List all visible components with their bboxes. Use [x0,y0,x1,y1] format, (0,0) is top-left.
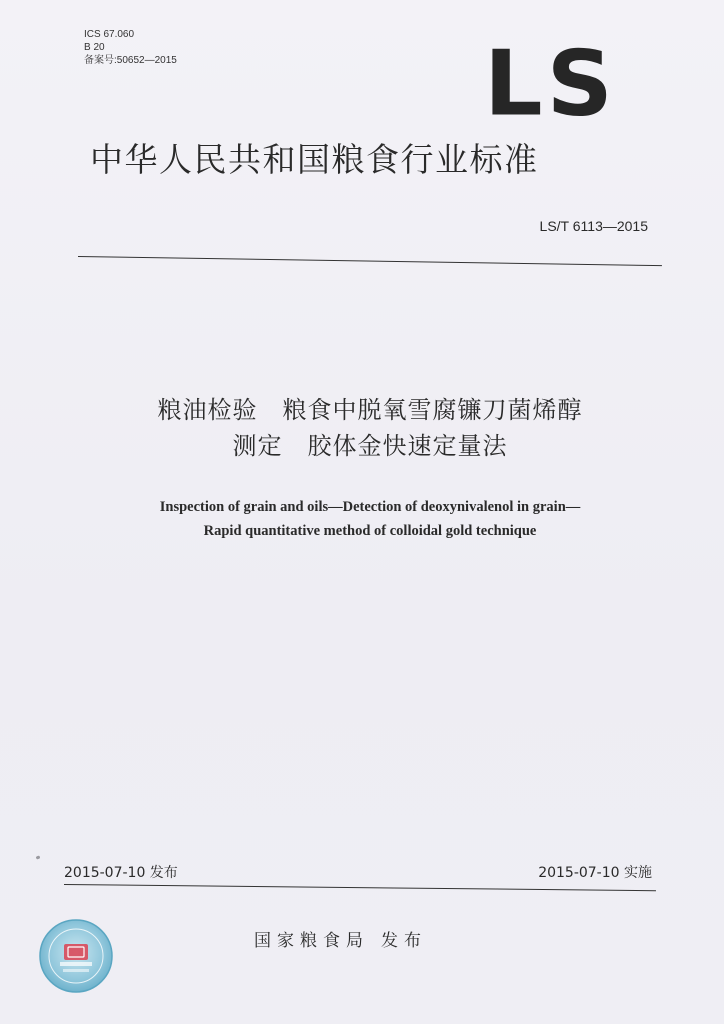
publisher-seal-icon [38,918,114,994]
footer-divider [64,884,656,891]
filing-number: 备案号:50652—2015 [84,55,177,66]
document-title [60,392,680,464]
standard-code: LS/T 6113—2015 [539,218,648,234]
scan-speck [36,855,41,859]
issue-date: 2015-07-10 发布 [64,865,178,881]
ls-logo: LS [484,31,617,136]
classification-block [84,28,177,67]
implementation-date: 2015-07-10 实施 [538,865,652,881]
issuer-name: 国家粮食局 [254,931,369,951]
ccs-code: B 20 [84,42,105,53]
issuer-action: 发布 [381,931,427,951]
header-divider [78,256,662,266]
standard-title: 中华人民共和国粮食行业标准 [90,140,539,179]
english-title [60,495,680,543]
document-title-line-1: 粮油检验 粮食中脱氧雪腐镰刀菌烯醇 [157,396,583,424]
document-title-line-2: 测定 胶体金快速定量法 [232,432,508,460]
issuing-authority [254,926,427,951]
ics-code: ICS 67.060 [84,29,135,40]
english-title-line-2: Rapid quantitative method of colloidal gold technique [203,523,537,539]
english-title-line-1: Inspection of grain and oils—Detection of deoxynivalenol in grain— [159,499,581,515]
